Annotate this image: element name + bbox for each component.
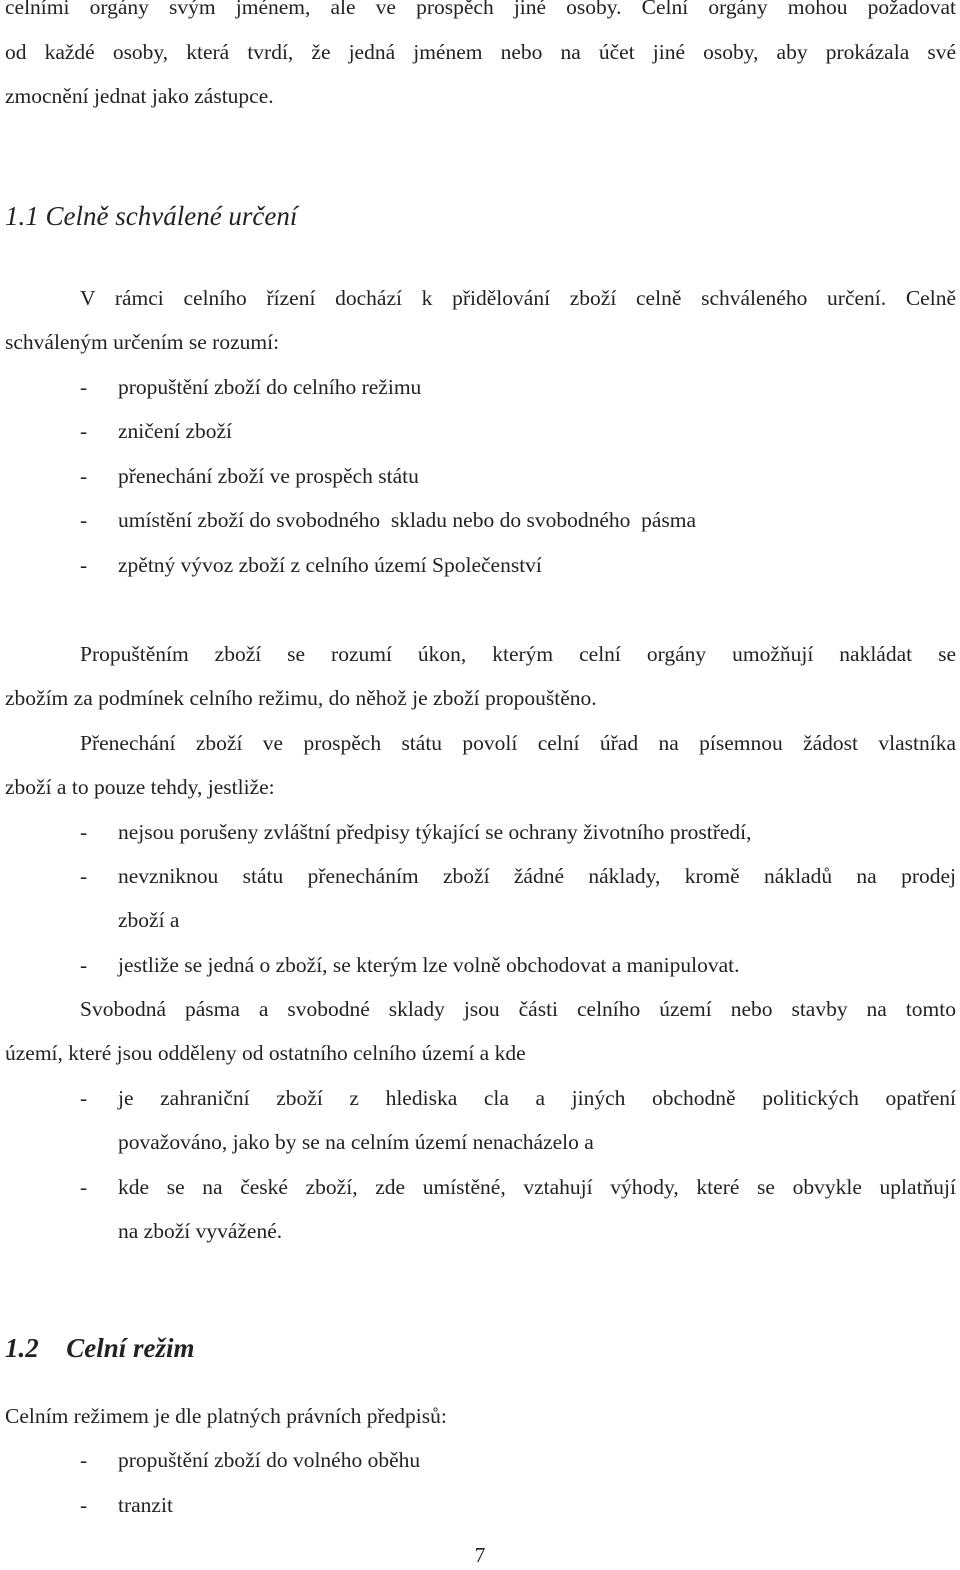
paragraph-line: Propuštěním zboží se rozumí úkon, kterým celní orgány umožňují nakládat se (80, 642, 956, 666)
list-item: zničení zboží (118, 419, 233, 443)
list-bullet: - (80, 553, 88, 577)
list-item: propuštění zboží do celního režimu (118, 375, 422, 399)
section-heading-1-1 (5, 203, 297, 230)
list-item: kde se na české zboží, zde umístěné, vztahují výhody, které se obvykle uplatňují (118, 1175, 956, 1199)
list-bullet: - (80, 1448, 88, 1472)
list-bullet: - (80, 1493, 88, 1517)
paragraph-line: zbožím za podmínek celního režimu, do něhož je zboží propouštěno. (5, 686, 597, 710)
intro-line-1: celními orgány svým jménem, ale ve prospěch jiné osoby. Celní orgány mohou požadovat (5, 0, 956, 19)
list-item: nejsou porušeny zvláštní předpisy týkající se ochrany životního prostředí, (118, 820, 752, 844)
paragraph-line: V rámci celního řízení dochází k přidělování zboží celně schváleného určení. Celně (80, 286, 956, 310)
paragraph-line: schváleným určením se rozumí: (5, 330, 280, 354)
list-item: zpětný vývoz zboží z celního území Společenství (118, 553, 542, 577)
paragraph-line: zboží a to pouze tehdy, jestliže: (5, 775, 275, 799)
paragraph-line: Přenechání zboží ve prospěch státu povolí celní úřad na písemnou žádost vlastníka (80, 731, 956, 755)
paragraph-line: Svobodná pásma a svobodné sklady jsou části celního území nebo stavby na tomto (80, 997, 956, 1021)
paragraph-line: Celním režimem je dle platných právních předpisů: (5, 1404, 447, 1428)
list-item: tranzit (118, 1493, 173, 1517)
paragraph-line: území, které jsou odděleny od ostatního celního území a kde (5, 1041, 526, 1065)
list-item: umístění zboží do svobodného skladu nebo do svobodného pásma (118, 508, 697, 532)
list-bullet: - (80, 375, 88, 399)
list-item: přenechání zboží ve prospěch státu (118, 464, 419, 488)
intro-line-3: zmocnění jednat jako zástupce. (5, 84, 274, 108)
list-item: je zahraniční zboží z hlediska cla a jiných obchodně politických opatření (118, 1086, 956, 1110)
list-bullet: - (80, 508, 88, 532)
list-bullet: - (80, 864, 88, 888)
list-item: nevzniknou státu přenecháním zboží žádné náklady, kromě nákladů na prodej (118, 864, 956, 888)
list-bullet: - (80, 820, 88, 844)
section-title: Celní režim (66, 1333, 195, 1363)
list-item-continuation: na zboží vyvážené. (118, 1219, 283, 1243)
list-bullet: - (80, 1175, 88, 1199)
page-number: 7 (474, 1543, 486, 1567)
section-heading-1-2 (5, 1335, 195, 1362)
list-bullet: - (80, 1086, 88, 1110)
section-title: Celně schválené určení (45, 201, 298, 231)
list-item-continuation: považováno, jako by se na celním území nenacházelo a (118, 1130, 594, 1154)
list-bullet: - (80, 464, 88, 488)
intro-line-2: od každé osoby, která tvrdí, že jedná jménem nebo na účet jiné osoby, aby prokázala své (5, 40, 956, 64)
list-item: propuštění zboží do volného oběhu (118, 1448, 421, 1472)
section-number: 1.2 (5, 1333, 39, 1363)
list-bullet: - (80, 419, 88, 443)
list-item: jestliže se jedná o zboží, se kterým lze volně obchodovat a manipulovat. (118, 953, 740, 977)
list-item-continuation: zboží a (118, 908, 180, 932)
section-number: 1.1 (5, 201, 39, 231)
list-bullet: - (80, 953, 88, 977)
